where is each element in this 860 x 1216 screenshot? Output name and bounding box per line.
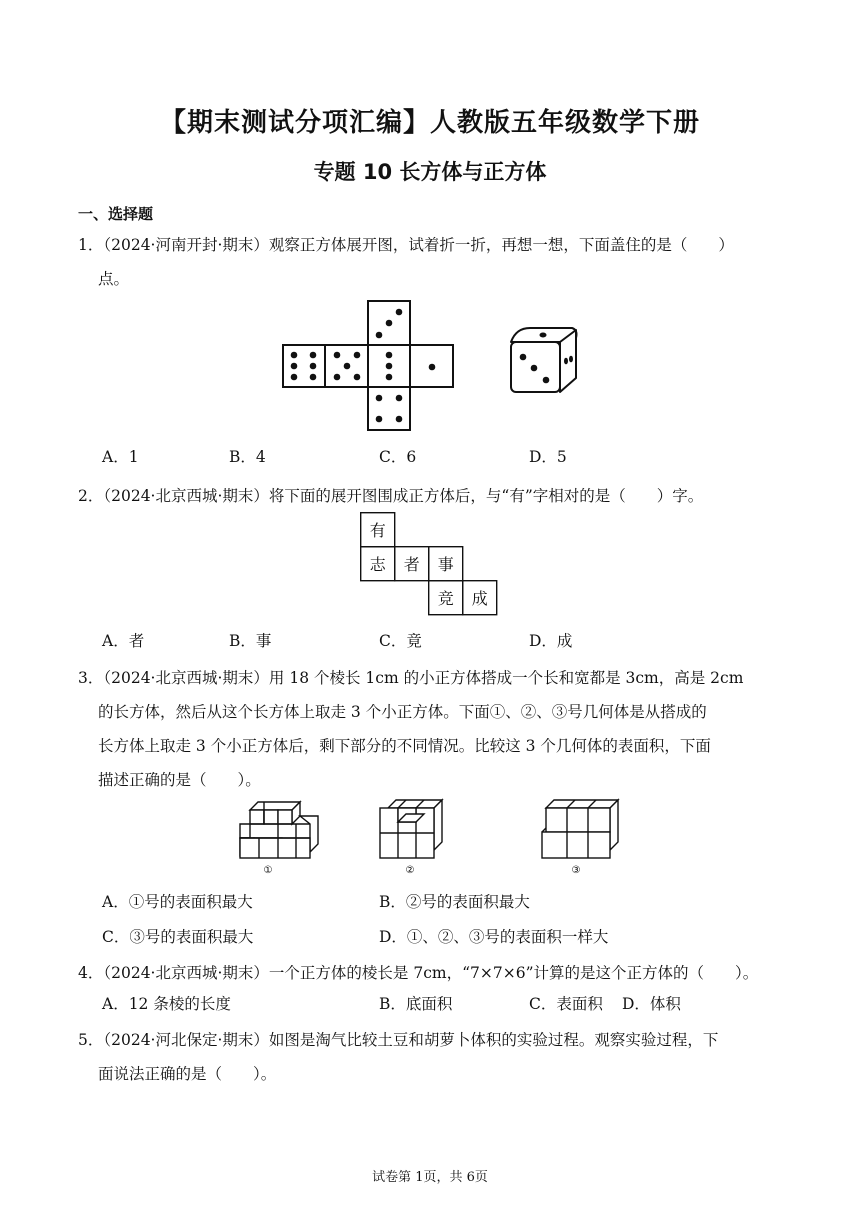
q4-option-d: D．体积 bbox=[622, 995, 681, 1013]
net-char-cheng: 成 bbox=[471, 589, 488, 608]
block-figure-2 bbox=[378, 798, 462, 878]
q4-line1: 4．（2024·北京西城·期末）一个正方体的棱长是 7cm，“7×7×6”计算的是这个正方体的（ ）。 bbox=[78, 964, 759, 982]
block-figure-1 bbox=[238, 798, 322, 878]
q5-line1: 5．（2024·河北保定·期末）如图是淘气比较土豆和胡萝卜体积的实验过程。观察实验过程，下 bbox=[78, 1031, 719, 1049]
q2-option-a: A．者 bbox=[102, 632, 145, 650]
net-char-shi: 事 bbox=[437, 555, 454, 574]
q3-option-b: B．②号的表面积最大 bbox=[379, 893, 530, 911]
q2-line1: 2．（2024·北京西城·期末）将下面的展开图围成正方体后，与“有”字相对的是（ ）字。 bbox=[78, 487, 704, 505]
net-char-you: 有 bbox=[369, 521, 386, 540]
q3-line4: 描述正确的是（ ）。 bbox=[98, 771, 261, 789]
figure-label-1: ① bbox=[263, 865, 273, 876]
q2-option-b: B．事 bbox=[229, 632, 272, 650]
q1-option-a: A．1 bbox=[102, 448, 139, 466]
q2-option-c: C．竟 bbox=[379, 632, 422, 650]
figure-label-2: ② bbox=[405, 865, 415, 876]
page-footer: 试卷第 1页，共 6页 bbox=[372, 1170, 488, 1185]
net-char-jing: 竞 bbox=[437, 589, 454, 608]
q3-line1: 3．（2024·北京西城·期末）用 18 个棱长 1cm 的小正方体搭成一个长和宽都是 3cm，高是 2cm bbox=[78, 669, 744, 687]
q3-option-d: D．①、②、③号的表面积一样大 bbox=[379, 928, 609, 946]
dice-net-figure bbox=[282, 300, 462, 432]
page-title: 【期末测试分项汇编】人教版五年级数学下册 bbox=[159, 108, 700, 138]
character-net-figure bbox=[360, 512, 502, 618]
q1-line1: 1．（2024·河南开封·期末）观察正方体展开图，试着折一折，再想一想，下面盖住的是（ ） bbox=[78, 236, 734, 254]
dice-cube-figure bbox=[508, 324, 580, 396]
figure-label-3: ③ bbox=[571, 865, 581, 876]
q1-option-d: D．5 bbox=[529, 448, 567, 466]
block-figure-3 bbox=[540, 798, 624, 878]
q3-line3: 长方体上取走 3 个小正方体后，剩下部分的不同情况。比较这 3 个几何体的表面积，下面 bbox=[98, 737, 711, 755]
q3-line2: 的长方体，然后从这个长方体上取走 3 个小正方体。下面①、②、③号几何体是从搭成的 bbox=[98, 703, 707, 721]
q5-line2: 面说法正确的是（ ）。 bbox=[98, 1065, 277, 1083]
q1-line2: 点。 bbox=[98, 270, 130, 288]
section-heading: 一、选择题 bbox=[78, 205, 154, 223]
page-subtitle: 专题 10 长方体与正方体 bbox=[313, 160, 547, 184]
q1-option-c: C．6 bbox=[379, 448, 417, 466]
net-char-zhe: 者 bbox=[403, 555, 420, 574]
q2-option-d: D．成 bbox=[529, 632, 573, 650]
q1-option-b: B．4 bbox=[229, 448, 266, 466]
q4-option-b: B．底面积 bbox=[379, 995, 453, 1013]
q3-option-c: C．③号的表面积最大 bbox=[102, 928, 254, 946]
q3-option-a: A．①号的表面积最大 bbox=[102, 893, 253, 911]
net-char-zhi: 志 bbox=[369, 555, 386, 574]
q4-option-a: A．12 条棱的长度 bbox=[102, 995, 231, 1013]
q4-option-c: C．表面积 bbox=[529, 995, 603, 1013]
